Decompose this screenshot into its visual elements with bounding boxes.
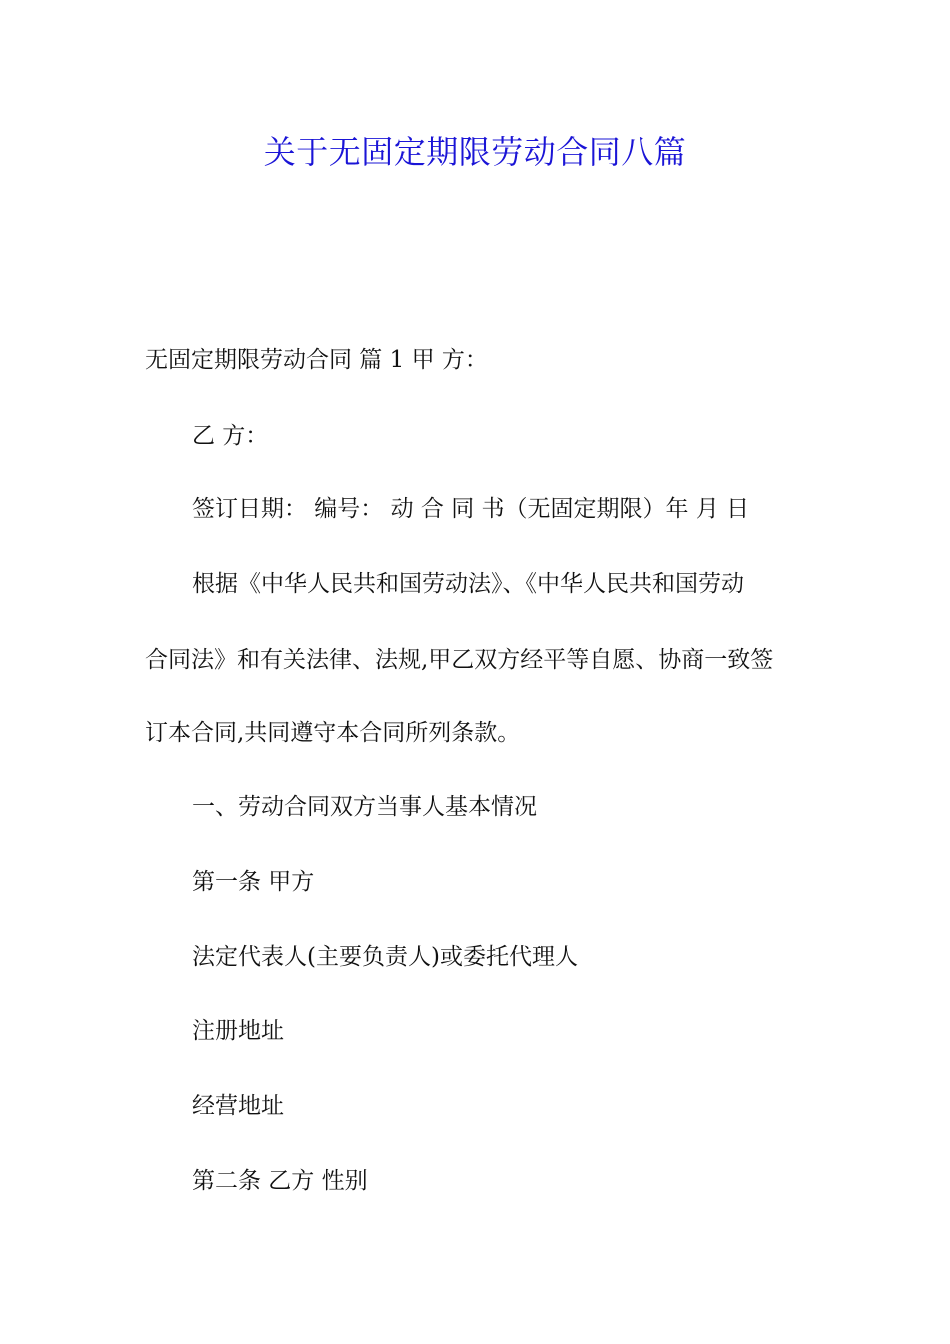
paragraph-line: 订本合同,共同遵守本合同所列条款。 — [145, 720, 521, 746]
article-line: 第二条 乙方 性别 — [192, 1168, 368, 1194]
field-label: 注册地址 — [192, 1018, 284, 1044]
field-label: 法定代表人(主要负责人)或委托代理人 — [192, 944, 578, 970]
document-title: 关于无固定期限劳动合同八篇 — [263, 133, 687, 171]
signing-date-line: 签订日期： 编号： 动 合 同 书（无固定期限）年 月 日 — [192, 496, 750, 522]
section-heading-line: 无固定期限劳动合同 篇 1 甲 方： — [145, 347, 488, 373]
party-b-line: 乙 方： — [192, 423, 269, 449]
paragraph-line: 合同法》和有关法律、法规,甲乙双方经平等自愿、协商一致签 — [145, 647, 774, 673]
field-label: 经营地址 — [192, 1093, 284, 1119]
article-line: 第一条 甲方 — [192, 869, 315, 895]
paragraph-line: 根据《中华人民共和国劳动法》、《中华人民共和国劳动 — [192, 571, 744, 597]
chapter-heading: 一、劳动合同双方当事人基本情况 — [192, 794, 537, 820]
